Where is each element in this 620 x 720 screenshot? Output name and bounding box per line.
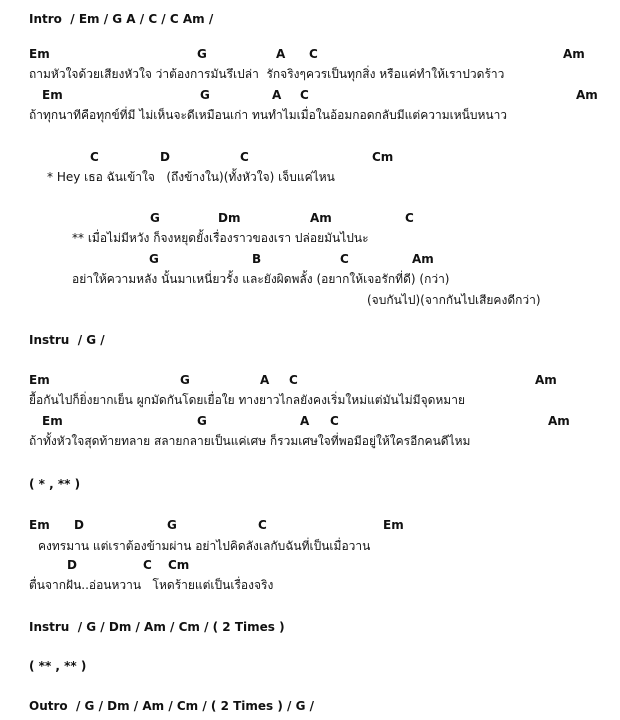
- chord: G: [180, 373, 190, 387]
- chord: Am: [563, 47, 585, 61]
- lyric-line: ** เมื่อไม่มีหวัง ก็จงหยุดยั้งเรื่องราวของเรา ปล่อยมันไปนะ: [72, 231, 369, 245]
- chord: A: [276, 47, 286, 61]
- chord: Em: [42, 414, 63, 428]
- lyric-line: ถ้าทุกนาทีคือทุกข์ที่มี ไม่เห็นจะดีเหมือนเก่า ทนทำไมเมื่อในอ้อมกอดกลับมีแต่ความเหน็บหนาว: [29, 108, 508, 122]
- chord: C: [309, 47, 318, 61]
- chord: C: [405, 211, 414, 225]
- lyric-line: อย่าให้ความหลัง นั้นมาเหนี่ยวรั้ง และยังผิดพลั้ง (อยากให้เจอรักที่ดี) (กว่า): [72, 272, 450, 286]
- chord: Em: [42, 88, 63, 102]
- chord: A: [260, 373, 270, 387]
- chord: Em: [29, 47, 50, 61]
- chord: D: [67, 558, 77, 572]
- chord: C: [143, 558, 152, 572]
- chord: C: [300, 88, 309, 102]
- lyric-line: ตื่นจากฝัน..อ่อนหวาน โหดร้ายแต่เป็นเรื่องจริง: [29, 578, 274, 592]
- chord: D: [160, 150, 170, 164]
- lyric-line: ถามหัวใจด้วยเสียงหัวใจ ว่าต้องการมันรึเปล่า รักจริงๆควรเป็นทุกสิ่ง หรือแค่ทำให้เราปวดร้าว: [29, 67, 505, 81]
- chord: G: [200, 88, 210, 102]
- chord: G: [197, 47, 207, 61]
- chord: C: [258, 518, 267, 532]
- chord: G: [149, 252, 159, 266]
- outro-line: Outro / G / Dm / Am / Cm / ( 2 Times ) / G /: [29, 699, 315, 713]
- lyric-line: คงทรมาน แต่เราต้องข้ามผ่าน อย่าไปคิดลังเลกับฉันที่เป็นเมื่อวาน: [38, 539, 371, 553]
- lyric-line: (จบกันไป)(จากกันไปเสียคงดีกว่า): [367, 293, 541, 307]
- chord: C: [289, 373, 298, 387]
- chord: Dm: [218, 211, 241, 225]
- chord: Cm: [168, 558, 190, 572]
- chord: Am: [310, 211, 332, 225]
- chord: D: [74, 518, 84, 532]
- chord: B: [252, 252, 262, 266]
- lyric-line: ถ้าทั้งหัวใจสุดท้ายทลาย สลายกลายเป็นแค่เศษ ก็รวมเศษใจที่พอมีอยู่ให้ใครอีกคนดีไหม: [29, 434, 471, 448]
- chord: G: [150, 211, 160, 225]
- chord: C: [90, 150, 99, 164]
- chord: Am: [535, 373, 557, 387]
- chord: A: [272, 88, 282, 102]
- chord: Em: [383, 518, 404, 532]
- chord: Em: [29, 373, 50, 387]
- chord: C: [330, 414, 339, 428]
- repeat-marker: ( * , ** ): [29, 477, 81, 491]
- chord: G: [167, 518, 177, 532]
- chord: C: [340, 252, 349, 266]
- chord: G: [197, 414, 207, 428]
- chord: Em: [29, 518, 50, 532]
- repeat-marker: ( ** , ** ): [29, 659, 87, 673]
- chord: Cm: [372, 150, 394, 164]
- intro-line: Intro / Em / G A / C / C Am /: [29, 12, 214, 26]
- chord: A: [300, 414, 310, 428]
- chord: Am: [548, 414, 570, 428]
- chord: Am: [576, 88, 598, 102]
- lyric-line: * Hey เธอ ฉันเข้าใจ (ถึงข้างใน)(ทั้งหัวใจ) เจ็บแค่ไหน: [47, 170, 335, 184]
- chord: Am: [412, 252, 434, 266]
- instru-line: Instru / G / Dm / Am / Cm / ( 2 Times ): [29, 620, 285, 634]
- instru-line: Instru / G /: [29, 333, 105, 347]
- chord: C: [240, 150, 249, 164]
- lyric-line: ยื้อกันไปก็ยิ่งยากเย็น ผูกมัดกันโดยเยื่อใย ทางยาวไกลยังคงเริ่มใหม่แต่มันไม่มีจุดหมาย: [29, 393, 465, 407]
